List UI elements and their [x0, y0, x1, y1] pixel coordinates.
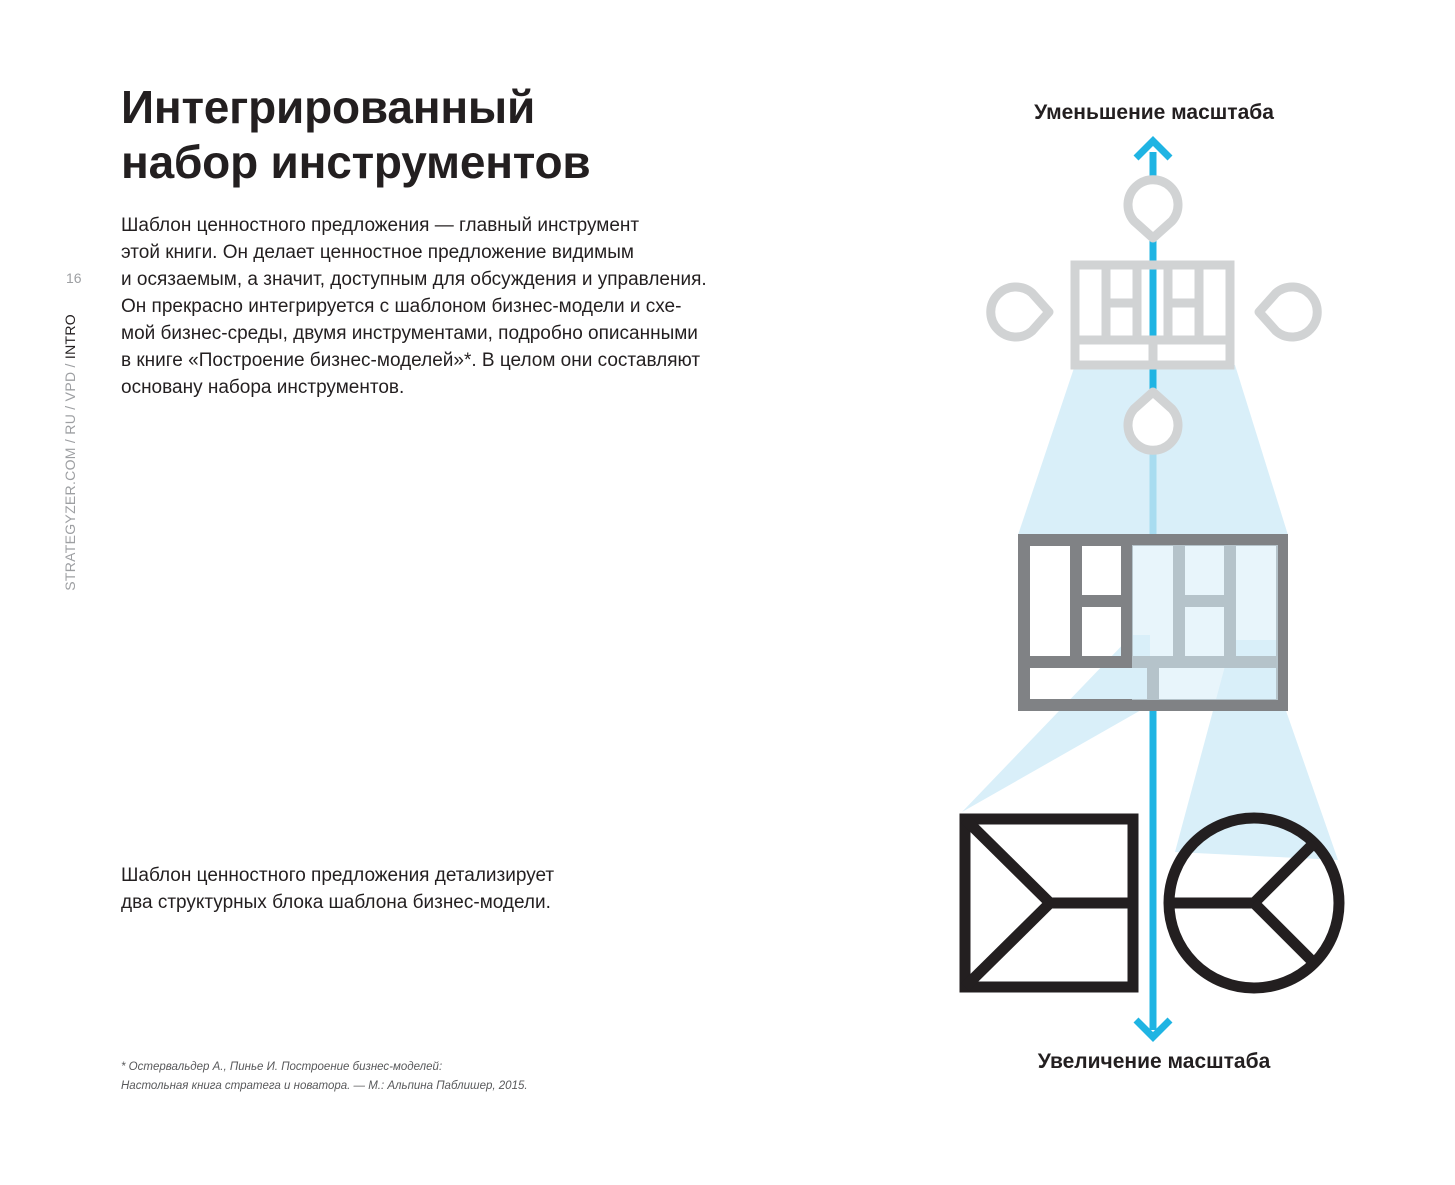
body-paragraph: Шаблон ценностного предложения — главный инструмент этой книги. Он делает ценностное предложение видимым и осязаемым, а значит, доступным для обсуждения и управления. Он прекрасно интегрируется с шаблоном бизнес-модели и схе- мой бизнес-среды, двумя инструментами, подробно описанными в книге «Построение бизнес-моделей»*. В целом они составляют основану набора инструментов.	[121, 215, 707, 398]
zoom-in-label: Увеличение масштаба	[1037, 1050, 1271, 1073]
zoom-out-label: Уменьшение масштаба	[1034, 101, 1274, 124]
drop-icon-right	[1259, 287, 1317, 337]
title-line-1: Интегрированный	[121, 81, 536, 133]
title-line-2: набор инструментов	[121, 136, 591, 188]
footnote: * Остервальдер А., Пинье И. Построение бизнес-моделей: Настольная книга стратега и новатора. — М.: Альпина Паблишер, 2015.	[121, 1061, 528, 1092]
drop-icon-top	[1128, 180, 1178, 238]
drop-icon-left	[991, 287, 1049, 337]
beam-overlay	[1132, 545, 1278, 700]
caption-paragraph: Шаблон ценностного предложения детализирует два структурных блока шаблона бизнес-модели.	[121, 865, 555, 913]
breadcrumb-path: STRATEGYZER.COM / RU / VPD /	[62, 359, 78, 591]
value-map-icon	[965, 819, 1133, 987]
breadcrumb-current: INTRO	[62, 314, 78, 360]
page-number: 16	[66, 270, 82, 286]
